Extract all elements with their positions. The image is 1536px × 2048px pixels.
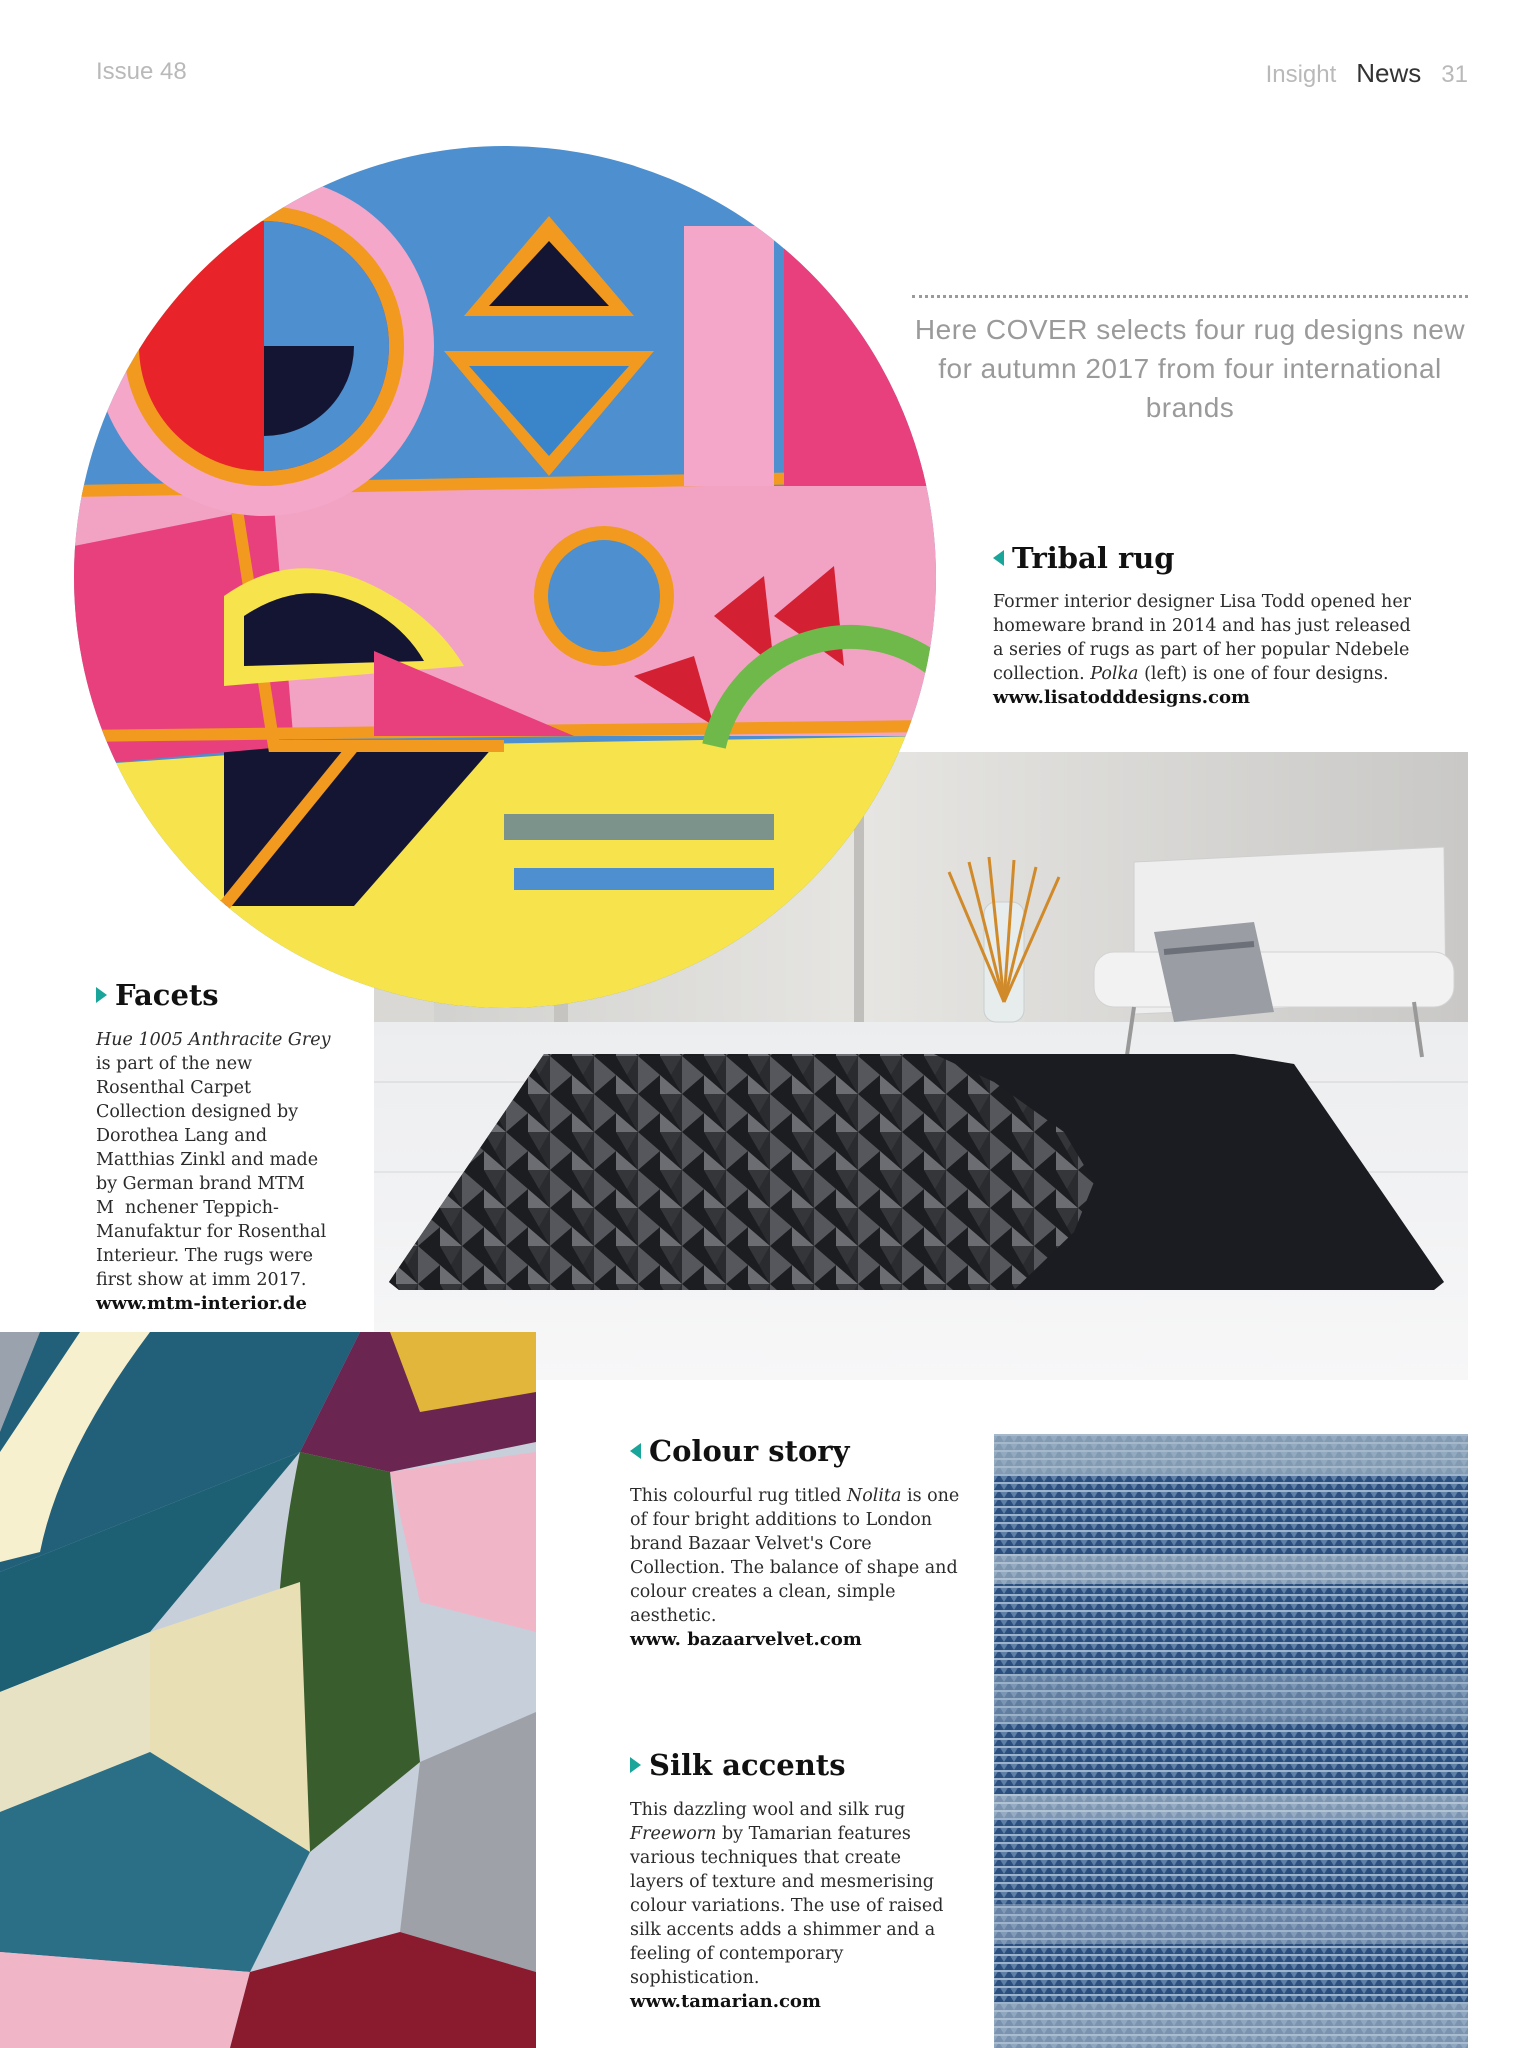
facets-heading (96, 978, 219, 1012)
tribal-text-a: Former interior designer Lisa Todd opened her homeware brand in 2014 and has just released a series of rugs as part of her popular Ndebele collection. (993, 592, 1412, 684)
silk-italic: Freeworn (630, 1824, 717, 1844)
tribal-rug-heading (993, 541, 1175, 575)
tribal-url[interactable]: www.lisatodddesigns.com (993, 687, 1251, 708)
facets-text-b: is part of the new Rosenthal Carpet Collection designed by Dorothea Lang and Matthias Zinkl and made by German brand MTM M nchener Teppich-Manufaktur for Rosenthal Interieur. The rugs were first show at imm 2017. (96, 1054, 327, 1290)
colour-url[interactable]: www. bazaarvelvet.com (630, 1629, 862, 1650)
silk-accents-title: Silk accents (649, 1748, 846, 1782)
teal-triangle-left-icon (993, 550, 1004, 566)
intro-divider (912, 295, 1468, 298)
colour-italic: Nolita (846, 1486, 902, 1506)
abstract-rug-image (0, 1332, 536, 2048)
silk-text-b: by Tamarian features various techniques that create layers of texture and mesmerising colour variations. The use of raised silk accents adds a shimmer and a feeling of contemporary sophistication. (630, 1824, 944, 1988)
tribal-text-b: (left) is one of four designs. (1138, 664, 1389, 684)
category-label: News (1356, 58, 1422, 88)
section-label: Insight (1265, 61, 1337, 88)
tribal-italic: Polka (1090, 664, 1139, 684)
page-header-right (1266, 58, 1468, 89)
facets-url[interactable]: www.mtm-interior.de (96, 1293, 307, 1314)
issue-number: Issue 48 (96, 58, 187, 85)
teal-triangle-left-icon (630, 1443, 641, 1459)
silk-accents-text (630, 1798, 960, 2014)
tribal-rug-title: Tribal rug (1012, 541, 1175, 575)
silk-text-a: This dazzling wool and silk rug (630, 1800, 906, 1820)
intro-text: Here COVER selects four rug designs new for autumn 2017 from four international brands (914, 314, 1466, 423)
facets-title: Facets (115, 978, 219, 1012)
facets-italic: Hue 1005 Anthracite Grey (96, 1030, 331, 1050)
silk-url[interactable]: www.tamarian.com (630, 1991, 821, 2012)
teal-triangle-right-icon (630, 1757, 641, 1773)
colour-text-a: This colourful rug titled (630, 1486, 847, 1506)
colour-story-heading (630, 1434, 849, 1468)
blue-rug-image (994, 1434, 1468, 2048)
round-rug-image (74, 146, 936, 1008)
colour-story-text (630, 1484, 960, 1652)
facets-text (96, 1028, 332, 1316)
colour-story-title: Colour story (649, 1434, 850, 1468)
tribal-rug-text (993, 590, 1413, 710)
page-number: 31 (1441, 61, 1468, 88)
colour-text-b: is one of four bright additions to London brand Bazaar Velvet's Core Collection. The balance of shape and colour creates a clean, simple aesthetic. (630, 1486, 960, 1626)
teal-triangle-right-icon (96, 987, 107, 1003)
silk-accents-heading (630, 1748, 846, 1782)
